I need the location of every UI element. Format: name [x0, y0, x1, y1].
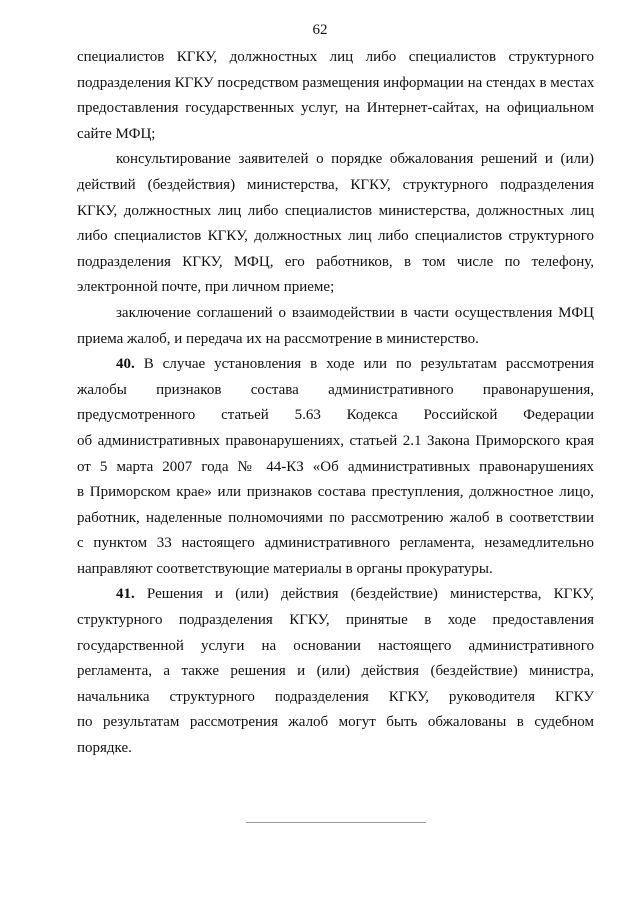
text-line: в Приморском крае» или признаков состава преступления, должностное лицо,	[77, 484, 594, 501]
text-line: структурного подразделения КГКУ, принятые в ходе предоставления	[77, 612, 594, 629]
divider	[246, 822, 426, 823]
text-line: жалобы признаков состава административного правонарушения,	[77, 381, 594, 398]
text-line: сайте МФЦ;	[77, 125, 156, 142]
clause-number: 40.	[116, 356, 135, 373]
text-line	[77, 582, 594, 608]
text-line: либо специалистов КГКУ, должностных лиц либо специалистов структурного	[77, 228, 594, 245]
document-body	[77, 45, 594, 762]
text-line: порядке.	[77, 740, 132, 757]
clause-text: В случае установления в ходе или по результатам рассмотрения	[134, 356, 594, 373]
text-line: приема жалоб, и передача их на рассмотрение в министерство.	[77, 330, 479, 347]
text-line: подразделения КГКУ, МФЦ, его работников, в том числе по телефону,	[77, 253, 594, 270]
text-line: государственной услуги на основании настоящего административного	[77, 637, 594, 654]
text-line: специалистов КГКУ, должностных лиц либо специалистов структурного	[77, 49, 594, 65]
text-line: по результатам рассмотрения жалоб могут быть обжалованы в судебном	[77, 714, 594, 731]
text-line: направляют соответствующие материалы в органы прокуратуры.	[77, 560, 493, 577]
clause-text: Решения и (или) действия (бездействие) министерства, КГКУ,	[134, 586, 594, 603]
text-line: об административных правонарушениях, статьей 2.1 Закона Приморского края	[77, 432, 594, 449]
text-line	[77, 352, 594, 378]
clause-number: 41.	[116, 586, 135, 603]
text-line: регламента, а также решения и (или) действия (бездействие) министра,	[77, 663, 594, 680]
text-line: действий (бездействия) министерства, КГКУ, структурного подразделения	[77, 176, 594, 193]
text-line: подразделения КГКУ посредством размещения информации на стендах в местах	[77, 74, 594, 91]
text-line: предусмотренного статьей 5.63 Кодекса Российской Федерации	[77, 407, 594, 424]
text-line: заключение соглашений о взаимодействии в части осуществления МФЦ	[116, 304, 594, 321]
page-number: 62	[312, 22, 328, 38]
text-line: консультирование заявителей о порядке обжалования решений и (или)	[116, 151, 594, 168]
text-line: КГКУ, должностных лиц либо специалистов министерства, должностных лиц	[77, 202, 594, 219]
text-line: начальника структурного подразделения КГКУ, руководителя КГКУ	[77, 688, 594, 705]
text-line: с пунктом 33 настоящего административного регламента, незамедлительно	[77, 535, 594, 552]
text-line: работник, наделенные полномочиями по рассмотрению жалоб в соответствии	[77, 509, 594, 526]
text-line: от 5 марта 2007 года № 44-КЗ «Об административных правонарушениях	[77, 458, 594, 475]
text-line: предоставления государственных услуг, на Интернет-сайтах, на официальном	[77, 100, 594, 117]
text-line: электронной почте, при личном приеме;	[77, 279, 335, 296]
